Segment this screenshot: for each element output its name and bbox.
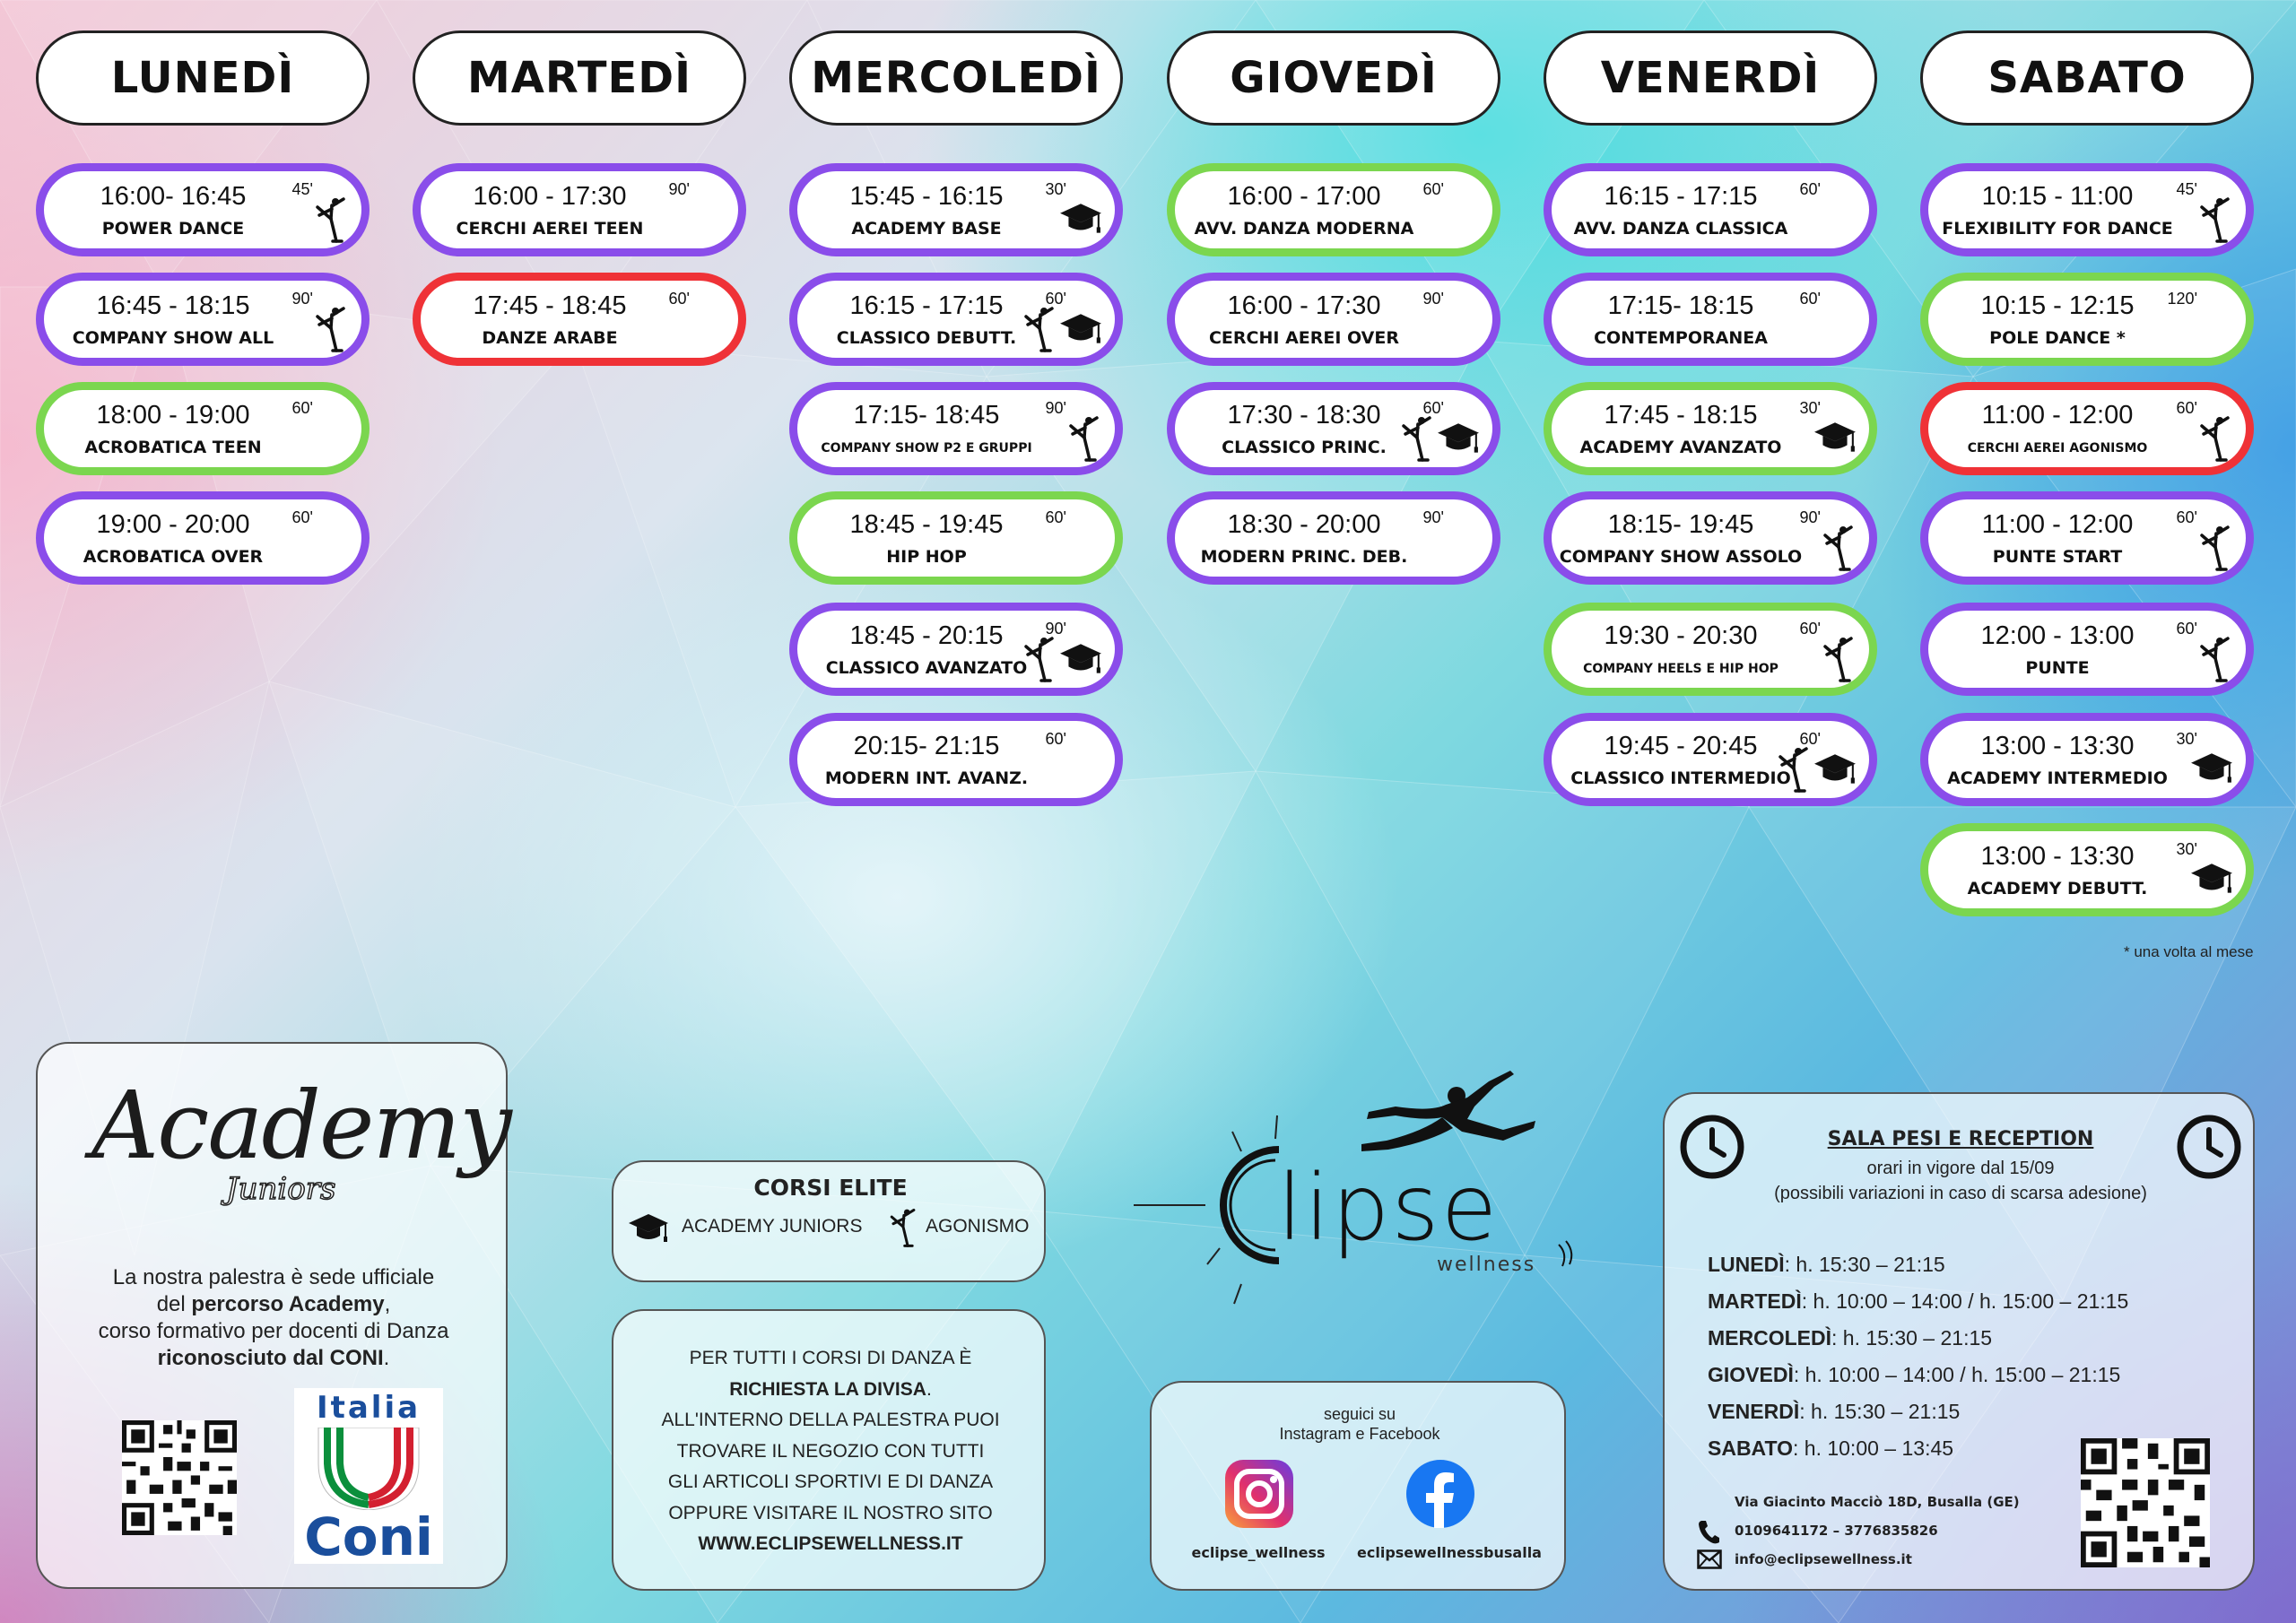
facebook-icon[interactable] [1406, 1460, 1474, 1528]
class-card [1544, 713, 1877, 806]
class-duration: 60' [1799, 180, 1821, 198]
dancer-icon [2197, 636, 2233, 682]
class-name: CLASSICO PRINC. [1222, 438, 1387, 457]
website-link[interactable]: WWW.ECLIPSEWELLNESS.IT [698, 1533, 963, 1554]
class-card [413, 273, 746, 366]
class-time: 17:45 - 18:45 [473, 291, 627, 320]
dancer-icon [1821, 636, 1857, 682]
academy-description: La nostra palestra è sede ufficiale del percorso Academy, corso formativo per docenti di Danza riconosciuto dal CONI. [98, 1265, 449, 1370]
class-time: 17:45 - 18:15 [1604, 401, 1758, 430]
day-header: MERCOLEDÌ [789, 30, 1123, 126]
class-duration: 30' [2176, 730, 2197, 748]
class-card [1167, 163, 1500, 256]
class-icons [2197, 636, 2233, 682]
qr-code-icon [122, 1420, 237, 1535]
eclipse-logo [1126, 1069, 1593, 1311]
hours-day: SABATO [1708, 1436, 1793, 1460]
class-icons [1821, 525, 1857, 571]
class-time: 16:00 - 17:30 [1227, 291, 1381, 320]
graduation-cap-icon [1437, 421, 1480, 456]
class-duration: 60' [668, 290, 690, 308]
dancer-icon [1776, 746, 1812, 793]
class-time: 17:30 - 18:30 [1227, 401, 1381, 430]
class-icons [2190, 751, 2233, 785]
class-name: CERCHI AEREI AGONISMO [1967, 441, 2148, 456]
class-duration: 60' [1799, 290, 1821, 308]
class-card [789, 382, 1123, 475]
class-card [789, 491, 1123, 585]
class-duration: 60' [291, 508, 313, 526]
graduation-cap-icon [2190, 862, 2233, 896]
opening-hours-list [1708, 1246, 2128, 1467]
class-time: 18:00 - 19:00 [96, 401, 250, 430]
instagram-icon[interactable] [1225, 1460, 1293, 1528]
coni-logo-bottom: Coni [304, 1506, 433, 1567]
class-time: 17:15- 18:45 [853, 401, 1000, 430]
class-icons [1776, 746, 1857, 793]
opening-hours-row [1708, 1393, 2128, 1430]
class-duration: 90' [668, 180, 690, 198]
class-card [1544, 382, 1877, 475]
class-name: COMPANY SHOW P2 E GRUPPI [821, 441, 1032, 456]
class-name: FLEXIBILITY FOR DANCE [1942, 219, 2173, 239]
class-card [789, 273, 1123, 366]
coni-logo-top: Italia [316, 1390, 422, 1426]
elite-title: CORSI ELITE [753, 1175, 908, 1201]
hours-time: : h. 10:00 – 13:45 [1793, 1436, 1954, 1460]
class-duration: 90' [1045, 620, 1066, 638]
class-card [1920, 163, 2254, 256]
class-duration: 60' [1422, 399, 1444, 417]
hours-time: : h. 15:30 – 21:15 [1784, 1253, 1945, 1276]
class-name: CONTEMPORANEA [1594, 328, 1768, 348]
class-name: POLE DANCE * [1989, 328, 2126, 348]
class-duration: 90' [291, 290, 313, 308]
class-card [36, 491, 370, 585]
facebook-handle[interactable]: eclipsewellnessbusalla [1357, 1544, 1542, 1561]
opening-hours-row [1708, 1246, 2128, 1283]
coni-logo [294, 1388, 443, 1567]
hours-day: MERCOLEDÌ [1708, 1326, 1831, 1350]
graduation-cap-icon [1813, 752, 1857, 786]
class-icons [2197, 196, 2233, 243]
class-duration: 90' [1799, 508, 1821, 526]
class-icons [1022, 636, 1102, 682]
class-duration: 60' [1045, 730, 1066, 748]
class-icons [2197, 525, 2233, 571]
class-name: ACADEMY BASE [851, 219, 1002, 239]
class-name: ACADEMY DEBUTT. [1967, 879, 2148, 898]
graduation-cap-icon [1059, 312, 1102, 346]
class-time: 13:00 - 13:30 [1980, 732, 2135, 760]
social-title: seguici su Instagram e Facebook [1279, 1405, 1440, 1443]
hours-time: : h. 10:00 – 14:00 / h. 15:00 – 21:15 [1801, 1289, 2129, 1313]
class-name: CERCHI AEREI TEEN [456, 219, 644, 239]
class-name: CERCHI AEREI OVER [1208, 328, 1399, 348]
dancer-icon [888, 1207, 918, 1248]
class-card [1920, 273, 2254, 366]
academy-logo [91, 1071, 510, 1214]
class-icons [313, 196, 349, 243]
class-duration: 60' [2176, 399, 2197, 417]
instagram-handle[interactable]: eclipse_wellness [1191, 1544, 1326, 1561]
class-duration: 30' [2176, 840, 2197, 858]
qr-code-icon [2081, 1438, 2210, 1567]
class-card [413, 163, 746, 256]
class-duration: 60' [1045, 290, 1066, 308]
class-time: 11:00 - 12:00 [1981, 510, 2134, 539]
graduation-cap-icon [628, 1212, 669, 1245]
class-name: CLASSICO DEBUTT. [836, 328, 1017, 348]
class-time: 19:30 - 20:30 [1604, 621, 1758, 650]
class-time: 16:00 - 17:30 [473, 182, 627, 211]
opening-hours-row [1708, 1320, 2128, 1357]
dancer-icon [2197, 525, 2233, 571]
address: Via Giacinto Macciò 18D, Busalla (GE) [1735, 1494, 2020, 1510]
opening-hours-row [1708, 1430, 2128, 1467]
dancer-icon [2197, 415, 2233, 462]
class-time: 18:45 - 19:45 [849, 510, 1004, 539]
class-name: ACADEMY INTERMEDIO [1947, 768, 2168, 788]
academy-logo-subtitle: Juniors [226, 1171, 336, 1207]
class-name: COMPANY HEELS E HIP HOP [1583, 662, 1779, 676]
class-duration: 60' [1045, 508, 1066, 526]
hours-day: LUNEDÌ [1708, 1253, 1785, 1276]
class-time: 16:15 - 17:15 [849, 291, 1004, 320]
class-card [1920, 491, 2254, 585]
opening-hours-row [1708, 1357, 2128, 1393]
class-card [1920, 603, 2254, 696]
class-time: 18:15- 19:45 [1607, 510, 1754, 539]
reception-disclaimer: (possibili variazioni in caso di scarsa adesione) [1774, 1184, 2147, 1203]
elite-item-academy: ACADEMY JUNIORS [682, 1216, 863, 1237]
elite-courses-panel [612, 1160, 1046, 1282]
class-name: COMPANY SHOW ASSOLO [1559, 547, 1803, 567]
class-duration: 90' [1422, 508, 1444, 526]
day-header: SABATO [1920, 30, 2254, 126]
class-name: POWER DANCE [101, 219, 245, 239]
phone-number[interactable]: 0109641172 – 3776835826 [1735, 1523, 1938, 1539]
class-icons [2197, 415, 2233, 462]
graduation-cap-icon [2190, 751, 2233, 785]
graduation-cap-icon [1059, 642, 1102, 676]
brand-name: lipse [1277, 1155, 1500, 1262]
class-time: 19:00 - 20:00 [96, 510, 250, 539]
class-name: PUNTE START [1992, 547, 2123, 567]
class-duration: 60' [291, 399, 313, 417]
class-card [1544, 603, 1877, 696]
reception-valid-from: orari in vigore dal 15/09 [1866, 1159, 2055, 1178]
class-name: AVV. DANZA CLASSICA [1573, 219, 1788, 239]
class-card [789, 713, 1123, 806]
class-time: 20:15- 21:15 [853, 732, 1000, 760]
class-card [36, 163, 370, 256]
class-duration: 120' [2167, 290, 2197, 308]
academy-logo-text: Academy [91, 1071, 510, 1180]
class-name: COMPANY SHOW ALL [72, 328, 274, 348]
dancer-icon [2197, 196, 2233, 243]
class-time: 16:00- 16:45 [100, 182, 247, 211]
class-duration: 60' [2176, 508, 2197, 526]
class-name: AVV. DANZA MODERNA [1194, 219, 1414, 239]
class-duration: 30' [1045, 180, 1066, 198]
class-name: ACROBATICA TEEN [84, 438, 262, 457]
reception-panel [1663, 1092, 2255, 1591]
class-duration: 90' [1422, 290, 1444, 308]
dancer-icon [313, 306, 349, 352]
class-duration: 60' [1799, 620, 1821, 638]
class-time: 16:45 - 18:15 [96, 291, 250, 320]
dancer-icon [1022, 306, 1057, 352]
class-icons [1399, 415, 1480, 462]
day-header: GIOVEDÌ [1167, 30, 1500, 126]
class-name: MODERN PRINC. DEB. [1200, 547, 1408, 567]
class-time: 19:45 - 20:45 [1604, 732, 1758, 760]
class-time: 16:00 - 17:00 [1227, 182, 1381, 211]
hours-time: : h. 15:30 – 21:15 [1831, 1326, 1993, 1350]
class-name: CLASSICO AVANZATO [825, 658, 1028, 678]
class-card [789, 603, 1123, 696]
day-header: VENERDÌ [1544, 30, 1877, 126]
class-card [1167, 382, 1500, 475]
coni-shield-icon [317, 1428, 421, 1510]
class-time: 16:15 - 17:15 [1604, 182, 1758, 211]
class-duration: 45' [2176, 180, 2197, 198]
monthly-note: * una volta al mese [2124, 943, 2254, 960]
phone-icon [1697, 1519, 1720, 1544]
dancer-icon [1821, 525, 1857, 571]
day-header: MARTEDÌ [413, 30, 746, 126]
class-icons [2190, 862, 2233, 896]
class-icons [1813, 421, 1857, 455]
class-card [1544, 163, 1877, 256]
class-card [1920, 823, 2254, 916]
class-icons [1066, 415, 1102, 462]
class-card [1920, 382, 2254, 475]
class-card [36, 382, 370, 475]
hours-day: MARTEDÌ [1708, 1289, 1802, 1313]
class-card [1544, 273, 1877, 366]
class-duration: 30' [1799, 399, 1821, 417]
class-card [36, 273, 370, 366]
class-time: 11:00 - 12:00 [1981, 401, 2134, 430]
graduation-cap-icon [1059, 202, 1102, 236]
email-address[interactable]: info@eclipsewellness.it [1735, 1551, 1912, 1567]
reception-title: SALA PESI E RECEPTION [1827, 1128, 2094, 1150]
class-duration: 60' [1799, 730, 1821, 748]
class-card [789, 163, 1123, 256]
academy-panel [36, 1042, 508, 1589]
class-name: MODERN INT. AVANZ. [824, 768, 1029, 788]
class-time: 18:30 - 20:00 [1227, 510, 1381, 539]
class-icons [313, 306, 349, 352]
class-duration: 60' [1422, 180, 1444, 198]
class-time: 15:45 - 16:15 [849, 182, 1004, 211]
email-icon [1697, 1549, 1722, 1569]
class-name: ACROBATICA OVER [83, 547, 264, 567]
class-name: HIP HOP [886, 547, 967, 567]
dancer-icon [1066, 415, 1102, 462]
class-card [1167, 491, 1500, 585]
class-duration: 90' [1045, 399, 1066, 417]
class-name: PUNTE [2025, 658, 2090, 678]
class-icons [1059, 202, 1102, 236]
class-icons [1821, 636, 1857, 682]
hours-time: : h. 15:30 – 21:15 [1799, 1400, 1961, 1423]
dancer-icon [1022, 636, 1057, 682]
class-time: 18:45 - 20:15 [849, 621, 1004, 650]
social-panel [1150, 1381, 1566, 1591]
hours-day: GIOVEDÌ [1708, 1363, 1794, 1386]
class-time: 12:00 - 13:00 [1980, 621, 2135, 650]
class-icons [1022, 306, 1102, 352]
class-name: CLASSICO INTERMEDIO [1570, 768, 1791, 788]
opening-hours-row [1708, 1283, 2128, 1320]
day-header: LUNEDÌ [36, 30, 370, 126]
class-time: 10:15 - 12:15 [1980, 291, 2135, 320]
dancer-icon [1399, 415, 1435, 462]
uniform-panel [612, 1309, 1046, 1591]
brand-subtitle: wellness [1437, 1254, 1536, 1276]
class-time: 10:15 - 11:00 [1981, 182, 2134, 211]
class-name: DANZE ARABE [482, 328, 618, 348]
uniform-text: PER TUTTI I CORSI DI DANZA È RICHIESTA LA DIVISA. ALL'INTERNO DELLA PALESTRA PUOI TROVARE IL NEGOZIO CON TUTTI GLI ARTICOLI SPORTIVI E DI DANZA OPPURE VISITARE IL NOSTRO SITO WWW.ECLIPSEWELLNESS.IT [613, 1343, 1048, 1560]
dancer-icon [313, 196, 349, 243]
class-duration: 45' [291, 180, 313, 198]
elite-item-agonismo: AGONISMO [926, 1216, 1030, 1237]
hours-time: : h. 10:00 – 14:00 / h. 15:00 – 21:15 [1793, 1363, 2121, 1386]
hours-day: VENERDÌ [1708, 1400, 1800, 1423]
class-time: 13:00 - 13:30 [1980, 842, 2135, 871]
class-duration: 60' [2176, 620, 2197, 638]
class-name: ACADEMY AVANZATO [1579, 438, 1782, 457]
graduation-cap-icon [1813, 421, 1857, 455]
class-card [1920, 713, 2254, 806]
class-card [1167, 273, 1500, 366]
class-time: 17:15- 18:15 [1607, 291, 1754, 320]
class-card [1544, 491, 1877, 585]
